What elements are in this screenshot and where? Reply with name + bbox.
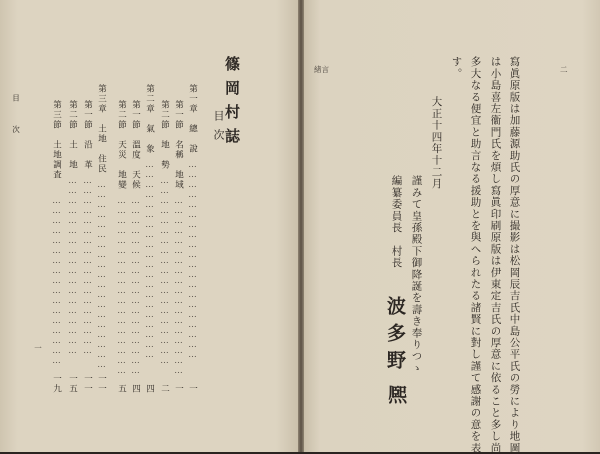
toc-entry-label: 第三章 土地 住民 xyxy=(96,84,107,174)
toc-entry-page: 一 xyxy=(187,384,198,394)
toc-leader: ……………………………………………… xyxy=(130,196,141,376)
toc-leader: …………………………………………………… xyxy=(144,160,155,360)
paragraph-line-1: 寫眞原版は加藤源助氏の厚意に撮影は松岡辰吉氏中島公平氏の勞により地圖 xyxy=(508,56,521,454)
toc-entry-page: 四 xyxy=(144,384,155,394)
toc-entry-page: 四 xyxy=(130,384,141,394)
paragraph-line-4: す。 xyxy=(450,56,463,80)
toc-entry-label: 第一節 沿 革 xyxy=(82,100,93,170)
toc-leader: ………………………………………………… xyxy=(159,176,170,366)
toc-entry-page: 一 xyxy=(173,384,184,394)
book-title: 篠岡村誌 xyxy=(223,56,241,152)
dedication: 謹みて皇孫殿下御降誕を壽き奉りつゝ xyxy=(410,175,423,374)
toc-entry-page: 一一 xyxy=(82,374,93,394)
author-given-name: 熈 xyxy=(385,385,407,404)
toc-entry-label: 第二節 地 勢 xyxy=(159,100,170,170)
toc-entry-page: 五 xyxy=(116,384,127,394)
toc-entry-page: 一九 xyxy=(51,374,62,394)
toc-entry-label: 第一節 名稱 地域 xyxy=(173,100,184,190)
toc-entry-page: 二 xyxy=(159,384,170,394)
running-head: 緒言 xyxy=(314,65,329,74)
toc-entry-label: 第二節 土 地 xyxy=(67,100,78,170)
toc-entry-label: 第二章 氣 象 xyxy=(144,84,155,154)
toc-leader: ………………………………………………… xyxy=(96,180,107,370)
toc-leader: ……………………………………………… xyxy=(173,196,184,376)
date: 大正十四年十二月 xyxy=(430,96,443,190)
author-position: 編纂委員長 村長 xyxy=(390,175,403,269)
toc-leader: …………………………………………………… xyxy=(187,160,198,360)
footer-label: 目次 xyxy=(11,94,21,157)
page-number: 二 xyxy=(560,65,568,74)
paragraph-line-3: 多大なる便宜と助言なる援助とを與へられたる諸賢に對し謹て感謝の意を表 xyxy=(469,56,482,454)
toc-entry-label: 第一節 溫度 天候 xyxy=(130,100,141,190)
toc-entry-label: 第一章 總 說 xyxy=(187,84,198,154)
toc-entry-label: 第二節 天災 地變 xyxy=(116,100,127,190)
toc-leader: ……………………………………………… xyxy=(116,196,127,376)
toc-entry-page: 一一 xyxy=(96,374,107,394)
book-gutter xyxy=(298,0,304,452)
paragraph-line-2: は小島喜左衞門氏を煩し寫眞印刷原版は伊東定吉氏の厚意に依ること多し尚 xyxy=(489,56,502,454)
footer-page-number: 一 xyxy=(33,344,43,353)
toc-leader: …………………………………………… xyxy=(51,196,62,366)
toc-leader: ……………………………………………… xyxy=(82,176,93,356)
toc-entry-page: 一五 xyxy=(67,374,78,394)
toc-entry-label: 第三節 土地調査 xyxy=(51,100,62,180)
author-name: 波多野 xyxy=(384,296,406,377)
toc-heading: 目次 xyxy=(212,110,225,148)
toc-leader: ……………………………………………… xyxy=(67,176,78,356)
